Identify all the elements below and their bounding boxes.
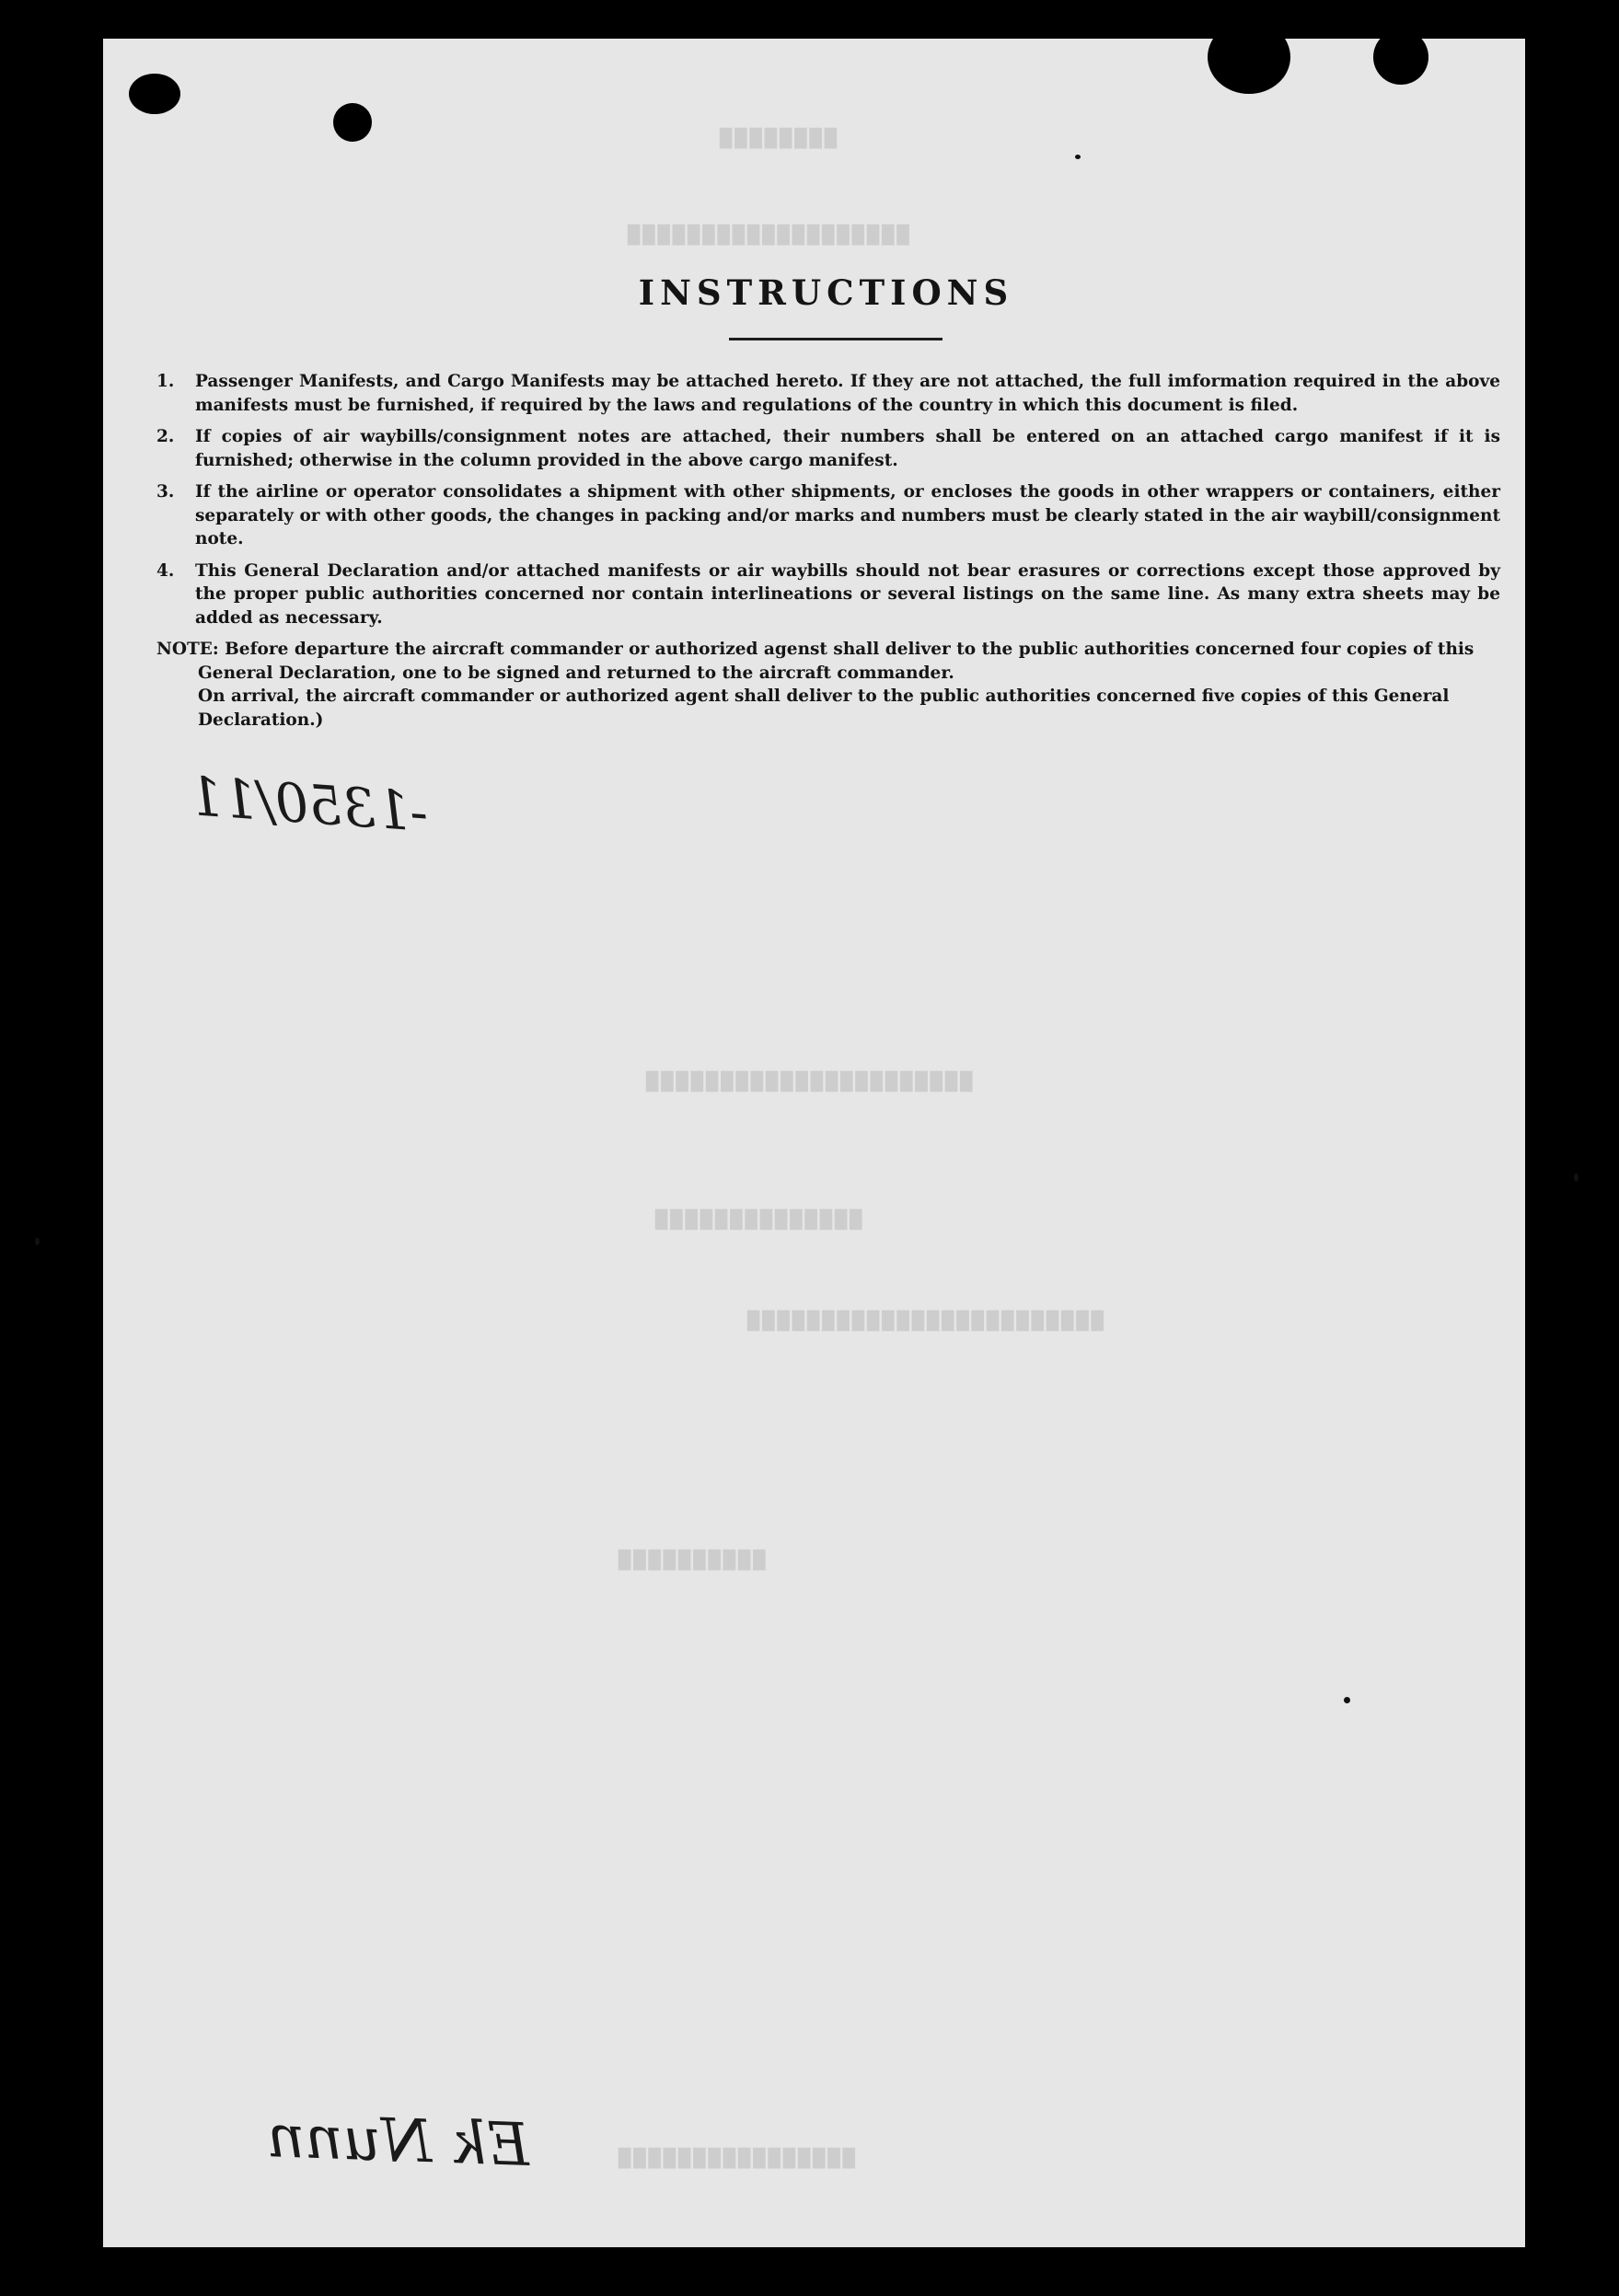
note-block (156, 638, 1500, 732)
note-arrival-text: On arrival, the aircraft commander or authorized agent shall deliver to the public authorities concerned five copies of this General Declaration.) (198, 686, 1450, 730)
instruction-number: 2. (156, 427, 175, 446)
instruction-number: 3. (156, 482, 175, 502)
handwritten-signature: Ek Nunn (265, 2103, 531, 2180)
instruction-number: 1. (156, 372, 175, 391)
page-title: INSTRUCTIONS (638, 272, 1014, 313)
bleed-through-handwriting (269, 1336, 285, 1396)
instruction-item (156, 425, 1500, 472)
punch-hole-right-2 (1373, 29, 1428, 85)
note-text: NOTE: Before departure the aircraft commander or authorized agenst shall deliver to the public authorities concerned four copies of this General Declaration, one to be signed and returned to the aircraft commander. (156, 640, 1474, 683)
instruction-item (156, 560, 1500, 630)
punch-hole-left-2 (333, 103, 372, 142)
bleed-through-text: ▇▇▇▇▇▇▇▇▇▇▇▇▇▇▇▇▇▇▇▇▇▇▇▇ (747, 1309, 1106, 1332)
title-underline (729, 338, 942, 340)
bleed-through-text: ▇▇▇▇▇▇▇▇▇▇▇▇▇▇▇▇▇▇▇▇▇▇ (646, 1069, 976, 1092)
handwritten-mark: -1350/11 (186, 764, 431, 845)
bleed-through-text: ▇▇▇▇▇▇▇▇▇▇▇▇▇▇▇▇▇▇▇ (628, 223, 912, 246)
bleed-through-text: ▇▇▇▇▇▇▇▇▇▇ (619, 1548, 769, 1571)
instruction-text: If copies of air waybills/consignment notes are attached, their numbers shall be entered on an attached cargo manifest if it is furnished; otherwise in the column provided in the above cargo manifest. (195, 427, 1500, 470)
instruction-text: Passenger Manifests, and Cargo Manifests may be attached hereto. If they are not attached, the full imformation required in the above manifests must be furnished, if required by the laws and regulations of the country in which this document is filed. (195, 372, 1500, 415)
bleed-through-text: ▇▇▇▇▇▇▇▇ (720, 126, 839, 149)
instruction-text: This General Declaration and/or attached manifests or air waybills should not bear erasures or corrections except those approved by the proper public authorities concerned nor contain interlineations or several listings on the same line. As many extra sheets may be added as necessary. (195, 560, 1500, 628)
scan-speck (1075, 155, 1081, 159)
punch-hole-left (129, 74, 180, 114)
instruction-number: 4. (156, 560, 175, 581)
bleed-through-text: ▇▇▇▇▇▇▇▇▇▇▇▇▇▇▇▇ (619, 2146, 858, 2169)
scan-speck (35, 1238, 40, 1245)
punch-hole-right (1208, 20, 1290, 94)
instruction-item (156, 480, 1500, 551)
scan-speck (1344, 1697, 1350, 1703)
bleed-through-text: ▇▇▇▇▇▇▇▇▇▇▇▇▇▇ (655, 1207, 865, 1230)
instruction-text: If the airline or operator consolidates a shipment with other shipments, or encloses the goods in other wrappers or containers, either separately or with other goods, the changes in packing and/or marks and numbers must be clearly stated in the air waybill/consignment note. (195, 482, 1500, 548)
instruction-item (156, 370, 1500, 417)
scan-speck (1574, 1173, 1579, 1182)
instructions-list (156, 370, 1500, 732)
